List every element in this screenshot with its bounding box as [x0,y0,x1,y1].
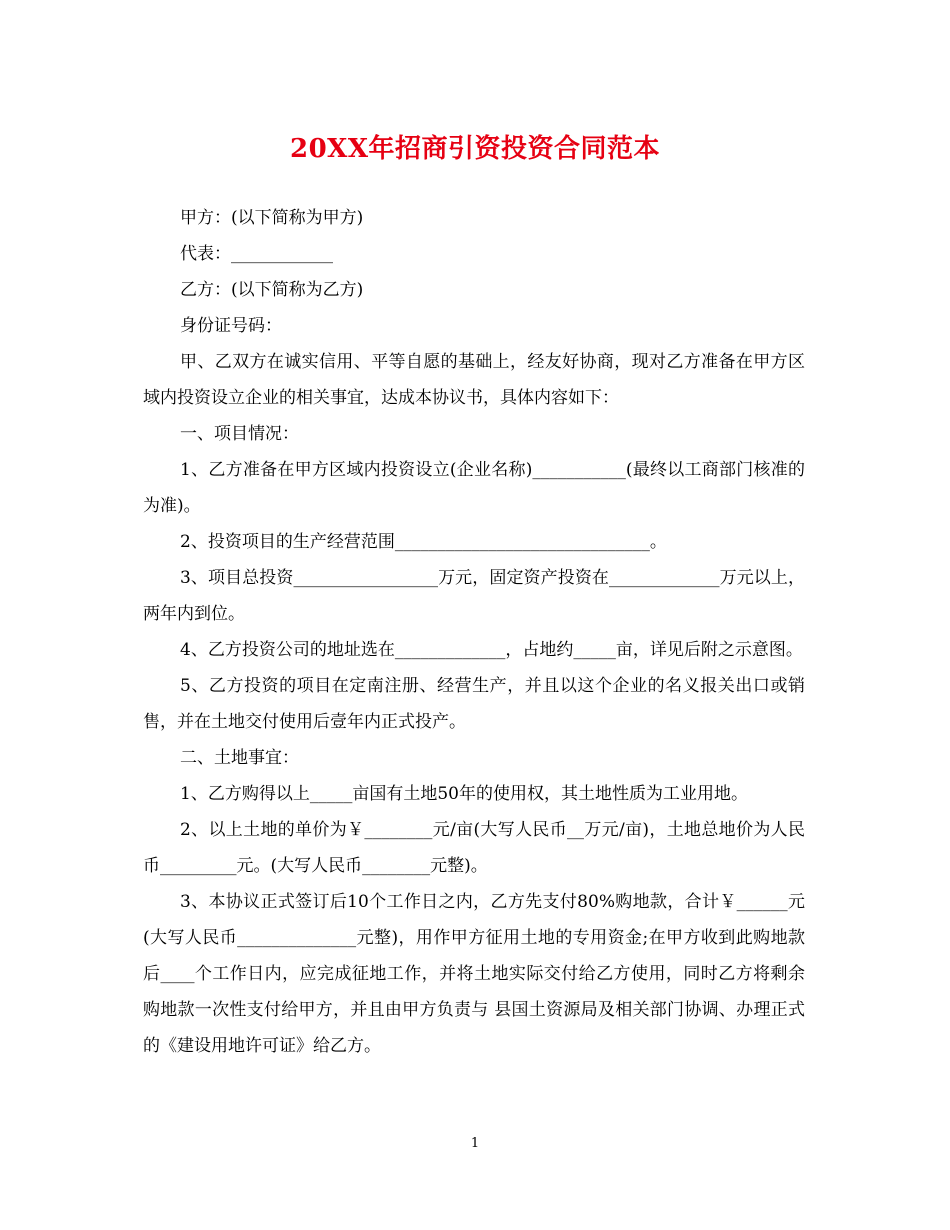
paragraph: 2、以上土地的单价为￥________元/亩(大写人民币__万元/亩)，土地总地价为人民币_________元。(大写人民币________元整)。 [143,820,805,876]
page-number: 1 [470,1136,480,1151]
paragraph: 3、项目总投资_________________万元，固定资产投资在_____________万元以上，两年内到位。 [143,568,805,624]
section-heading: 二、土地事宜： [180,748,299,768]
document-body [143,200,805,1064]
paragraph: 4、乙方投资公司的地址选在_____________，占地约_____亩，详见后附之示意图。 [180,640,803,660]
document-title: 20XX年招商引资投资合同范本 [289,134,661,164]
paragraph: 3、本协议正式签订后10个工作日之内，乙方先支付80%购地款，合计￥______元(大写人民币______________元整)，用作甲方征用土地的专用资金;在甲方收到此购地款后____个工作日内，应完成征地工作，并将土地实际交付给乙方使用，同时乙方将剩余购地款一次性支付给甲方，并且由甲方负责与 县国土资源局及相关部门协调、办理正式的《建设用地许可证》给乙方。 [143,892,805,1056]
paragraph: 乙方：(以下简称为乙方) [180,280,364,300]
paragraph: 2、投资项目的生产经营范围______________________________。 [180,532,667,552]
paragraph: 1、乙方购得以上_____亩国有土地50年的使用权，其土地性质为工业用地。 [180,784,748,804]
paragraph: 5、乙方投资的项目在定南注册、经营生产，并且以这个企业的名义报关出口或销售，并在土地交付使用后壹年内正式投产。 [143,676,805,732]
section-heading: 一、项目情况： [180,424,299,444]
paragraph: 1、乙方准备在甲方区域内投资设立(企业名称)___________(最终以工商部门核准的为准)。 [143,460,805,516]
paragraph: 甲方：(以下简称为甲方) [180,208,364,228]
paragraph: 身份证号码： [180,316,282,336]
paragraph: 代表：____________ [180,244,333,264]
paragraph: 甲、乙双方在诚实信用、平等自愿的基础上，经友好协商，现对乙方准备在甲方区域内投资设立企业的相关事宜，达成本协议书，具体内容如下： [143,352,805,408]
